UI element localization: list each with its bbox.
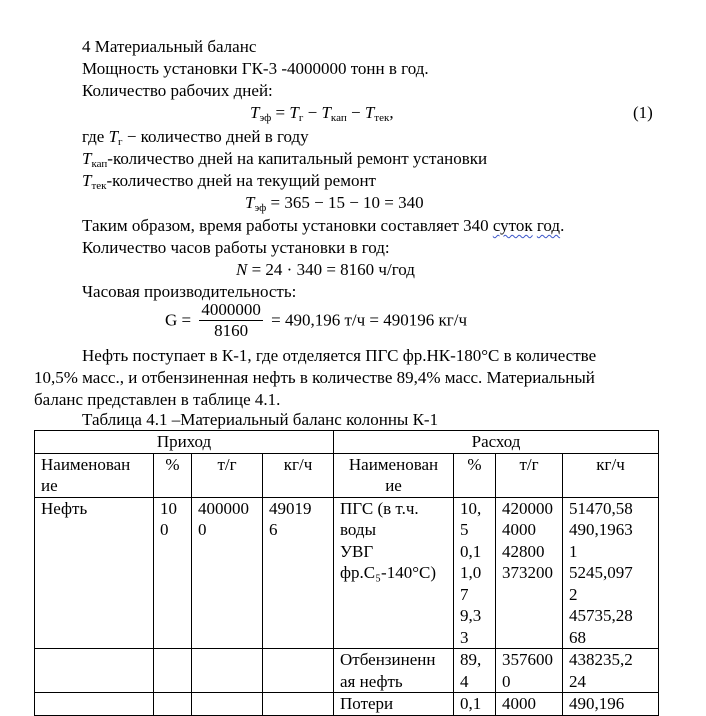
col-header-kgh: кг/ч xyxy=(263,453,334,497)
cell-in-name xyxy=(35,649,154,693)
table-group-header-row xyxy=(35,431,659,454)
cell-out-percent: 10, 5 0,1 1,0 7 9,3 3 xyxy=(454,497,496,649)
cell-out-percent: 89, 4 xyxy=(454,649,496,693)
formula-number: (1) xyxy=(633,103,653,122)
col-header-tpy: т/г xyxy=(192,453,263,497)
paragraph-line-2: 10,5% масс., и отбензиненная нефть в количестве 89,4% масс. Материальный xyxy=(34,368,595,387)
formula-hourly: G = $\frac{4000000}{8160}$ = 490,196 т/ч = 490196 кг/ч xyxy=(165,300,468,340)
cell-out-kgh: 490,196 xyxy=(563,693,659,716)
formula-hours: N = 24 · 340 = 8160 ч/год xyxy=(236,260,415,279)
capacity-line: Мощность установки ГК-3 -4000000 тонн в год. xyxy=(82,59,429,78)
col-header-percent: % xyxy=(154,453,192,497)
paragraph-line-3: баланс представлен в таблице 4.1. xyxy=(34,390,281,409)
col-header-tpy: т/г xyxy=(496,453,563,497)
group-income: Приход xyxy=(35,431,334,454)
workdays-label: Количество рабочих дней: xyxy=(82,81,273,100)
paragraph-line-1: Нефть поступает в К-1, где отделяется ПГС фр.НК-180°С в количестве xyxy=(82,346,597,365)
cell-in-percent xyxy=(154,649,192,693)
cell-in-kgh: 49019 6 xyxy=(263,497,334,649)
table-row xyxy=(35,649,659,693)
cell-out-tpy: 420000 4000 42800 373200 xyxy=(496,497,563,649)
hours-label: Количество часов работы установки в год: xyxy=(82,238,390,257)
material-balance-table xyxy=(34,430,659,716)
col-header-name: Наименован ие xyxy=(334,453,454,497)
col-header-percent: % xyxy=(454,453,496,497)
definition-ttek: $T_{тек}$-количество дней на текущий ремонт xyxy=(82,171,376,192)
cell-out-name: ПГС (в т.ч. воды УВГ фр.С₅-140°С) xyxy=(334,497,454,649)
cell-out-percent: 0,1 xyxy=(454,693,496,716)
table-header-row xyxy=(35,453,659,497)
worktime-line: Таким образом, время работы установки составляет 340 суток год. xyxy=(82,216,565,235)
definition-tg: где $T_г$ − количество дней в году xyxy=(82,127,309,148)
table-row xyxy=(35,497,659,649)
cell-in-tpy: 400000 0 xyxy=(192,497,263,649)
hourly-label: Часовая производительность: xyxy=(82,282,297,301)
table-caption: Таблица 4.1 –Материальный баланс колонны К-1 xyxy=(82,410,439,429)
cell-out-kgh: 51470,58 490,1963 1 5245,097 2 45735,28 68 xyxy=(563,497,659,649)
group-expense: Расход xyxy=(334,431,659,454)
cell-in-tpy xyxy=(192,693,263,716)
cell-in-kgh xyxy=(263,649,334,693)
cell-in-percent: 10 0 xyxy=(154,497,192,649)
cell-in-tpy xyxy=(192,649,263,693)
cell-out-tpy: 4000 xyxy=(496,693,563,716)
cell-in-name xyxy=(35,693,154,716)
cell-in-kgh xyxy=(263,693,334,716)
definition-tkap: $T_{кап}$-количество дней на капитальный ремонт установки xyxy=(82,149,488,170)
cell-out-name: Потери xyxy=(334,693,454,716)
cell-out-kgh: 438235,2 24 xyxy=(563,649,659,693)
cell-out-tpy: 357600 0 xyxy=(496,649,563,693)
col-header-name: Наименован ие xyxy=(35,453,154,497)
formula-effective-days: $T_{эф} = T_г - T_{кап} - T_{тек}$, xyxy=(250,103,394,124)
fraction: $\frac{4000000}{8160}$ xyxy=(201,300,261,340)
cell-in-percent xyxy=(154,693,192,716)
formula-days-calc: $T_{эф} = 365 - 15 - 10 = 340$ xyxy=(245,193,424,214)
cell-in-name: Нефть xyxy=(35,497,154,649)
cell-out-name: Отбензиненн ая нефть xyxy=(334,649,454,693)
section-heading: 4 Материальный баланс xyxy=(82,37,257,56)
col-header-kgh: кг/ч xyxy=(563,453,659,497)
table-row xyxy=(35,693,659,716)
